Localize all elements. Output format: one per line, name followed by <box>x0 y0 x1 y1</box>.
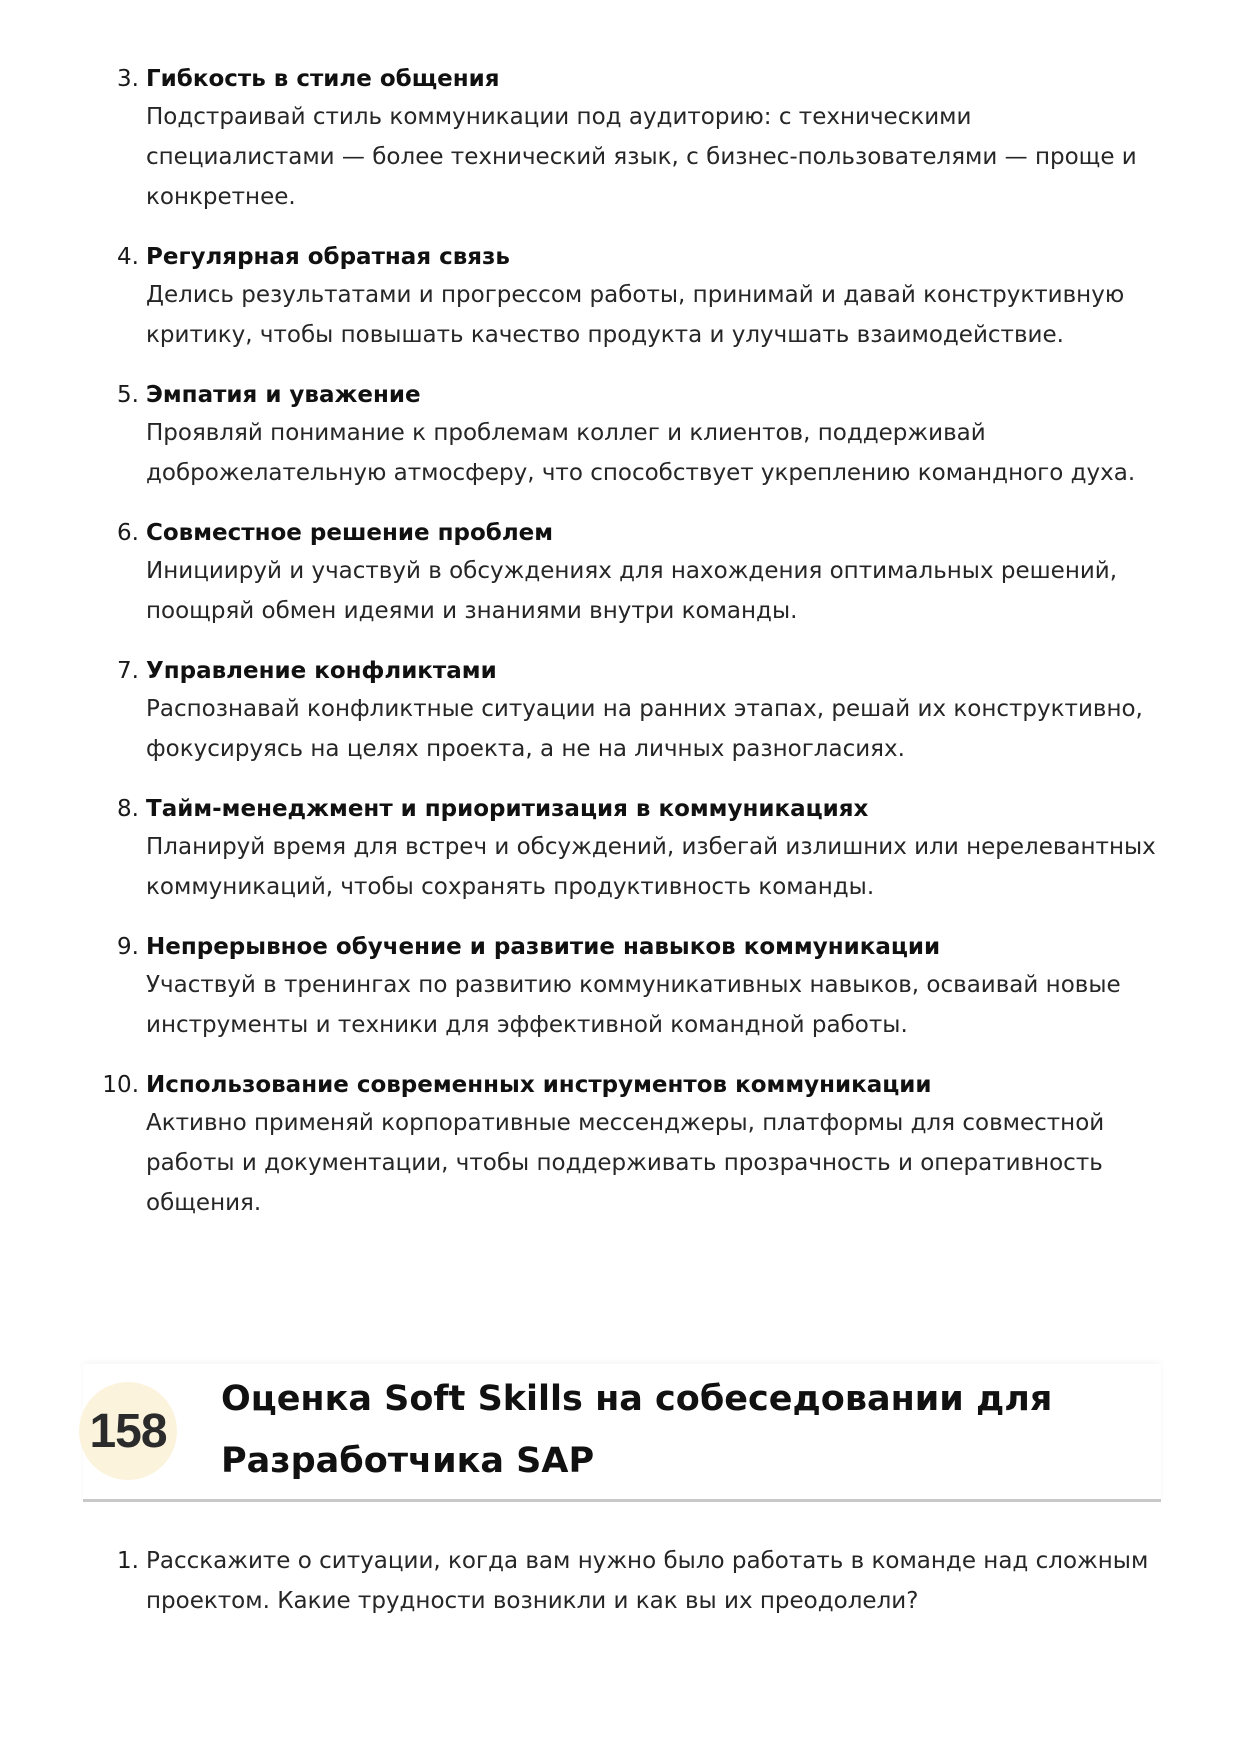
list-item <box>0 930 1239 1045</box>
section-title: Оценка Soft Skills на собеседовании для Разработчика SAP <box>221 1379 1053 1481</box>
item-number: 9. <box>117 934 139 960</box>
item-title: Тайм-менеджмент и приоритизация в коммуникациях <box>146 796 869 822</box>
item-number: 6. <box>117 520 139 546</box>
item-description: Участвуй в тренингах по развитию коммуникативных навыков, осваивай новые инструменты и техники для эффективной командной работы. <box>146 972 1121 1038</box>
question-number: 1. <box>117 1548 139 1574</box>
questions-list <box>0 1541 1239 1621</box>
item-description: Планируй время для встреч и обсуждений, избегай излишних или нерелевантных коммуникаций, чтобы сохранять продуктивность команды. <box>146 834 1156 900</box>
item-description: Проявляй понимание к проблемам коллег и клиентов, поддерживай доброжелательную атмосферу, что способствует укреплению командного духа. <box>146 420 1136 486</box>
question-item <box>0 1541 1239 1621</box>
item-title: Использование современных инструментов коммуникации <box>146 1072 932 1098</box>
item-description: Распознавай конфликтные ситуации на ранних этапах, решай их конструктивно, фокусируясь на целях проекта, а не на личных разногласиях. <box>146 696 1143 762</box>
tips-list <box>0 62 1239 1246</box>
list-item <box>0 62 1239 217</box>
item-number: 8. <box>117 796 139 822</box>
item-description: Инициируй и участвуй в обсуждениях для нахождения оптимальных решений, поощряй обмен идеями и знаниями внутри команды. <box>146 558 1118 624</box>
item-title: Регулярная обратная связь <box>146 244 510 270</box>
item-description: Активно применяй корпоративные мессенджеры, платформы для совместной работы и документации, чтобы поддерживать прозрачность и оперативность общения. <box>146 1110 1105 1216</box>
list-item <box>0 240 1239 355</box>
section-number-badge: 158 <box>79 1382 177 1480</box>
item-number: 5. <box>117 382 139 408</box>
list-item <box>0 1068 1239 1223</box>
item-number: 10. <box>102 1072 139 1098</box>
item-number: 4. <box>117 244 139 270</box>
list-item <box>0 516 1239 631</box>
section-header <box>83 1364 1161 1502</box>
list-item <box>0 378 1239 493</box>
item-title: Эмпатия и уважение <box>146 382 421 408</box>
question-text: Расскажите о ситуации, когда вам нужно было работать в команде над сложным проектом. Какие трудности возникли и как вы их преодолели? <box>146 1548 1149 1614</box>
item-title: Совместное решение проблем <box>146 520 554 546</box>
item-description: Делись результатами и прогрессом работы, принимай и давай конструктивную критику, чтобы повышать качество продукта и улучшать взаимодействие. <box>146 282 1125 348</box>
item-description: Подстраивай стиль коммуникации под аудиторию: с техническими специалистами — более технический язык, с бизнес-пользователями — проще и конкретнее. <box>146 104 1137 210</box>
item-title: Управление конфликтами <box>146 658 497 684</box>
item-title: Гибкость в стиле общения <box>146 66 500 92</box>
item-number: 3. <box>117 66 139 92</box>
list-item <box>0 792 1239 907</box>
item-number: 7. <box>117 658 139 684</box>
item-title: Непрерывное обучение и развитие навыков коммуникации <box>146 934 941 960</box>
list-item <box>0 654 1239 769</box>
